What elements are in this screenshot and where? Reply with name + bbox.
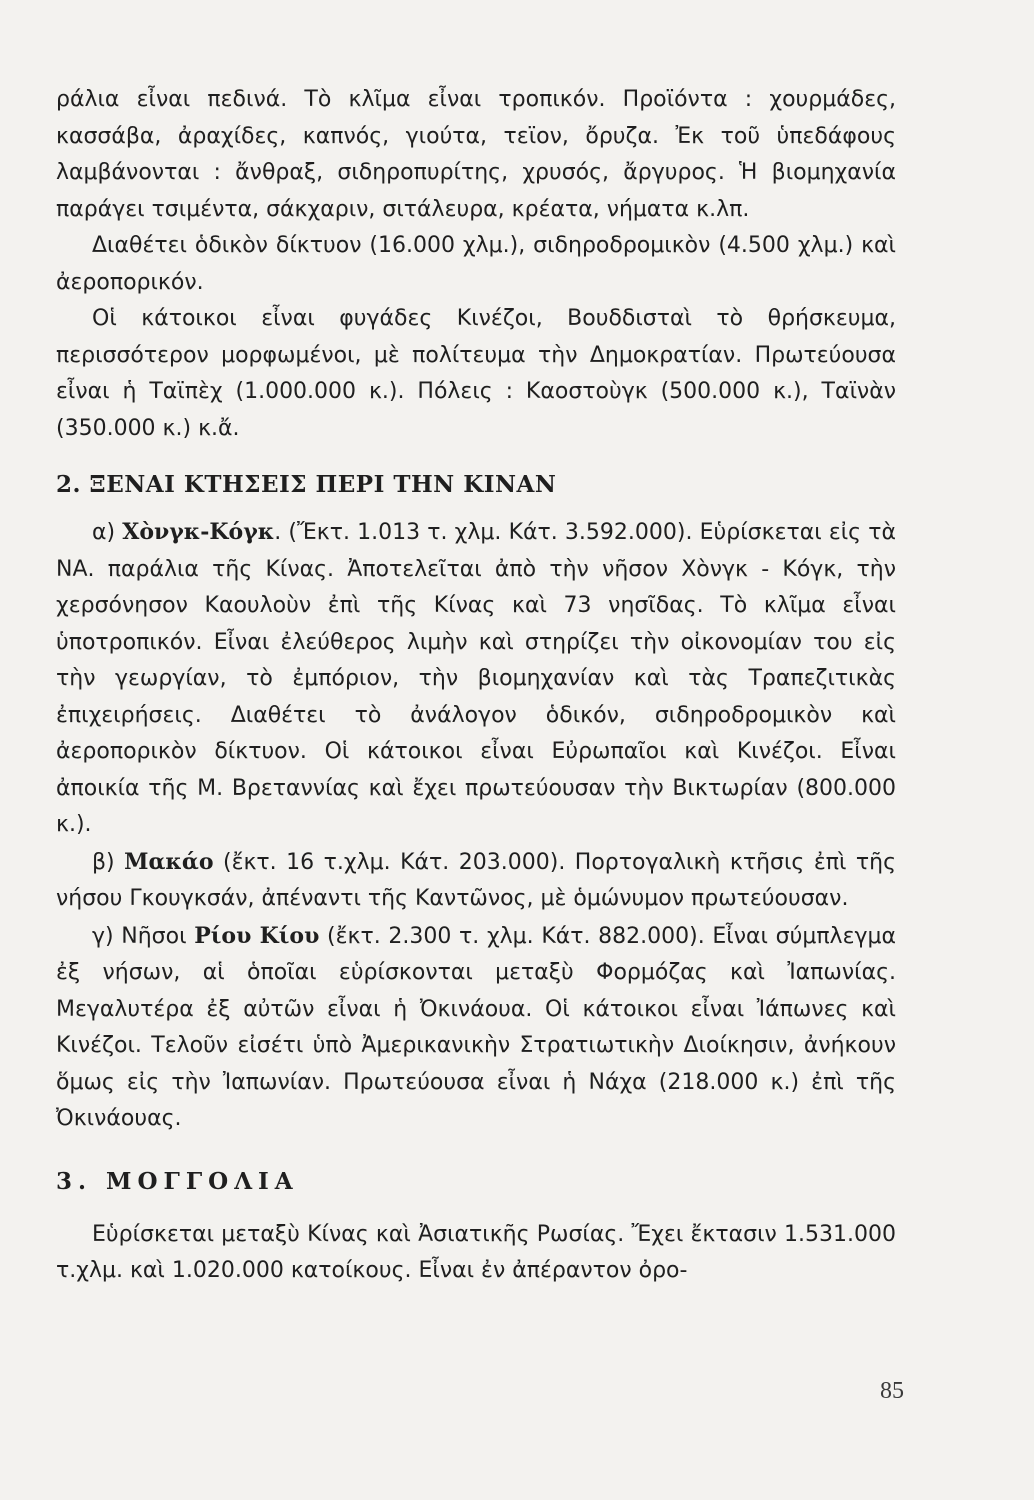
intro-paragraph-2: Διαθέτει ὁδικὸν δίκτυον (16.000 χλμ.), σιδηροδρομικὸν (4.500 χλμ.) καὶ ἀεροπορικόν. xyxy=(56,233,896,295)
intro-paragraph-3: Οἱ κάτοικοι εἶναι φυγάδες Κινέζοι, Βουδδισταὶ τὸ θρήσκευμα, περισσότερον μορφωμένοι, μὲ πολίτευμα τὴν Δημοκρατίαν. Πρωτεύουσα εἶναι ἡ Ταϊπὲχ (1.000.000 κ.). Πόλεις : Καοστοὺγκ (500.000 κ.), Ταϊνὰν (350.000 κ.) κ.ἄ. xyxy=(56,306,896,441)
intro-paragraph-1: ράλια εἶναι πεδινά. Τὸ κλῖμα εἶναι τροπικόν. Προϊόντα : χουρμάδες, κασσάβα, ἀραχίδες, καπνός, γιούτα, τεϊον, ὄρυζα. Ἐκ τοῦ ὑπεδάφους λαμβάνονται : ἄνθραξ, σιδηροπυρίτης, χρυσός, ἄργυρος. Ἡ βιομηχανία παράγει τσιμέντα, σάκχαριν, σιτάλευρα, κρέατα, νήματα κ.λπ. xyxy=(56,87,896,222)
section-3-paragraph: Εὑρίσκεται μεταξὺ Κίνας καὶ Ἀσιατικῆς Ρωσίας. Ἔχει ἔκτασιν 1.531.000 τ.χλμ. καὶ 1.020.000 κατοίκους. Εἶναι ἐν ἀπέραντον ὀρο- xyxy=(56,1221,896,1283)
item-c-prefix: γ) Νῆσοι xyxy=(92,923,195,949)
item-a-text: . (Ἔκτ. 1.013 τ. χλμ. Κάτ. 3.592.000). Εὑρίσκεται εἰς τὰ ΝΑ. παράλια τῆς Κίνας. Ἀποτελεῖται ἀπὸ τὴν νῆσον Χὸνγκ - Κόγκ, τὴν χερσόνησον Καουλοὺν ἐπὶ τῆς Κίνας καὶ 73 νησῖδας. Τὸ κλῖμα εἶναι ὑποτροπικόν. Εἶναι ἐλεύθερος λιμὴν καὶ στηρίζει τὴν οἰκονομίαν του εἰς τὴν γεωργίαν, τὸ ἐμπόριον, τὴν βιομηχανίαν καὶ τὰς Τραπεζιτικὰς ἐπιχειρήσεις. Διαθέτει τὸ ἀνάλογον ὁδικόν, σιδηροδρομικὸν καὶ ἀεροπορικὸν δίκτυον. Οἱ κάτοικοι εἶναι Εὐρωπαῖοι καὶ Κινέζοι. Εἶναι ἀποικία τῆς Μ. Βρεταννίας καὶ ἔχει πρωτεύουσαν τὴν Βικτωρίαν (800.000 κ.). xyxy=(56,520,896,837)
item-b-text: (ἔκτ. 16 τ.χλμ. Κάτ. 203.000). Πορτογαλικὴ κτῆσις ἐπὶ τῆς νήσου Γκουγκσάν, ἀπέναντι τῆς Καντῶνος, μὲ ὁμώνυμον πρωτεύουσαν. xyxy=(56,849,896,911)
page-body xyxy=(56,82,896,1462)
item-a-name: Χὸνγκ-Κόγκ xyxy=(122,519,275,545)
section-2-item-b xyxy=(56,844,896,918)
item-b-name: Μακάο xyxy=(124,848,214,875)
section-3-title: 3. ΜΟΓΓΟΛΙΑ xyxy=(56,1167,299,1195)
section-2-item-a xyxy=(56,514,896,844)
section-2-title: 2. ΞΕΝΑΙ ΚΤΗΣΕΙΣ ΠΕΡΙ ΤΗΝ ΚΙΝΑΝ xyxy=(56,471,557,498)
item-a-prefix: α) xyxy=(92,520,123,545)
item-b-prefix: β) xyxy=(92,849,125,875)
section-2-item-c xyxy=(56,918,896,1138)
page-number: 85 xyxy=(880,1378,904,1404)
item-c-name: Ρίου Κίου xyxy=(194,922,320,949)
item-c-text: (ἔκτ. 2.300 τ. χλμ. Κάτ. 882.000). Εἶναι σύμπλεγμα ἐξ νήσων, αἱ ὁποῖαι εὑρίσκονται μεταξὺ Φορμόζας καὶ Ἰαπωνίας. Μεγαλυτέρα ἐξ αὐτῶν εἶναι ἡ Ὀκινάουα. Οἱ κάτοικοι εἶναι Ἰάπωνες καὶ Κινέζοι. Τελοῦν εἰσέτι ὑπὸ Ἀμερικανικὴν Στρατιωτικὴν Διοίκησιν, ἀνήκουν ὅμως εἰς τὴν Ἰαπωνίαν. Πρωτεύουσα εἶναι ἡ Νάχα (218.000 κ.) ἐπὶ τῆς Ὀκινάουας. xyxy=(56,923,896,1131)
